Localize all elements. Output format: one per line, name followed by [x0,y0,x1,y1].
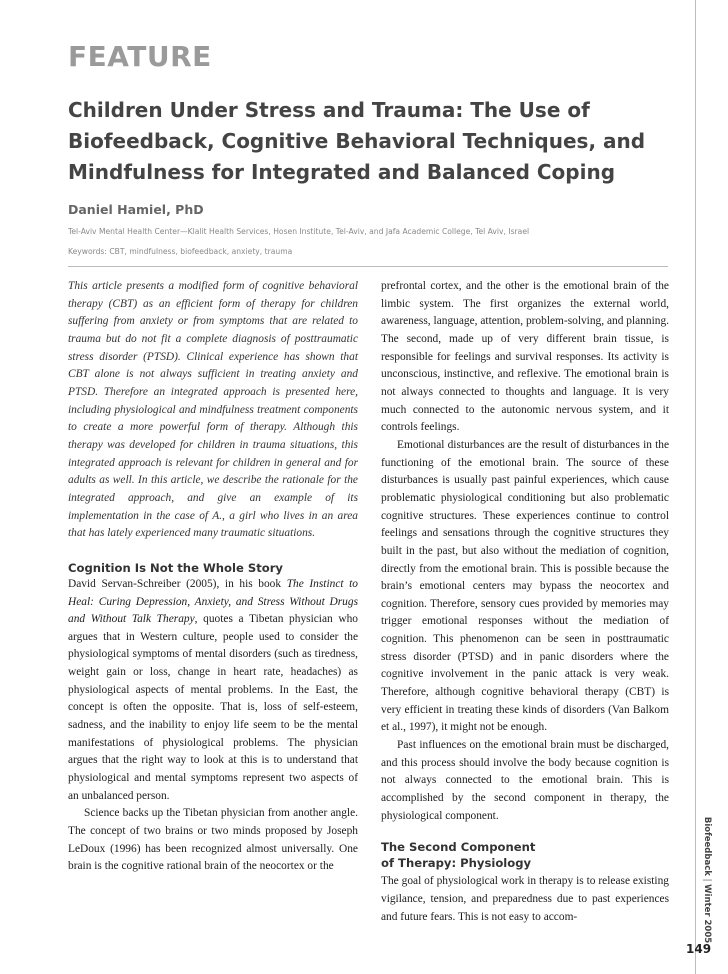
article-title [68,95,708,188]
right-column [381,278,669,926]
heading-line: The Second Component [381,840,536,855]
header-divider [68,266,668,267]
title-line: Children Under Stress and Trauma: The Use of [68,98,590,122]
body-paragraph: Past influences on the emotional brain must be discharged, and this process should involve the body because cognition is not always connected to the emotional brain. This is accomplished by the second component in therapy, the physiological component. [381,739,669,822]
title-line: Biofeedback, Cognitive Behavioral Techniques, and [68,129,646,153]
text-run: , quotes a Tibetan physician who argues that in Western culture, people used to consider the physiological symptoms of mental disorders (such as tiredness, weight gain or loss, change in heart rate, headaches) as physiological aspects of mental problems. In the East, the concept is often the opposite. That is, loss of self-esteem, sadness, and the inability to enjoy life seem to be the mental manifestations of physiological problems. The physician argues that the right way to look at this is to understand that physiological and mental symptoms represent two aspects of an unbalanced person. [68,613,358,802]
body-paragraph: Science backs up the Tibetan physician from another angle. The concept of two brains or two minds proposed by Joseph LeDoux (1996) has been recognized almost universally. One brain is the cognitive rational brain of the neocortex or the [68,807,358,873]
journal-name: Biofeedback [702,816,712,876]
body-paragraph [68,576,358,806]
left-column [68,278,358,876]
author-affiliation: Tel-Aviv Mental Health Center—Klalit Health Services, Hosen Institute, Tel-Aviv, and Jafa Academic College, Tel Aviv, Israel [68,227,530,236]
footer-separator: | [702,878,712,882]
body-paragraph-continued: prefrontal cortex, and the other is the emotional brain of the limbic system. The first organizes the external world, awareness, language, attention, problem-solving, and planning. The second, made up of very different brain tissue, is responsible for feelings and survival responses. Its activity is unconscious, instinctive, and reflexive. The emotional brain is not always connected to thoughts and language. It is very much connected to the autonomic nervous system, and it controls feelings. [381,280,669,434]
body-paragraph: Emotional disturbances are the result of disturbances in the functioning of the emotional brain. The source of these disturbances is usually past painful experiences, which cause problematic physiological conditioning but also problematic cognitive structures. These experiences continue to control feelings and sensations through the cognitive structures they built in the past, but also without the mediation of cognition, directly from the emotional brain. This is possible because the brain’s emotional centers may bypass the neocortex and cognition. Therefore, sensory cues provided by memories may trigger emotional responses without the mediation of cognition. This phenomenon can be seen in posttraumatic stress disorder (PTSD) and in panic disorders where the cognitive involvement in the panic attack is very weak. Therefore, although cognitive behavioral therapy (CBT) is very efficient in treating these kinds of disorders (Van Balkom et al., 1997), it might not be enough. [381,438,669,734]
author-name: Daniel Hamiel, PhD [68,202,204,217]
body-paragraph: The goal of physiological work in therapy is to release existing vigilance, tension, and preparedness due to past experiences and future fears. This is not easy to accom- [381,875,669,923]
section-heading-cognition: Cognition Is Not the Whole Story [68,560,283,575]
running-footer-text [702,817,712,943]
running-footer [700,816,714,944]
text-run: David Servan-Schreiber (2005), in his book [68,577,287,590]
page-number: 149 [686,942,712,956]
book-title: The Instinct to Heal: Curing Depression, Anxiety, and Stress Without Drugs and Without Talk Therapy [68,577,359,626]
sidebar-rule [695,0,696,974]
title-line: Mindfulness for Integrated and Balanced Coping [68,160,616,184]
section-heading-physiology [381,839,669,871]
abstract: This article presents a modified form of cognitive behavioral therapy (CBT) as an efficient form of therapy for children suffering from anxiety or from symptoms that are related to trauma but do not fit a complete diagnosis of posttraumatic stress disorder (PTSD). Clinical experience has shown that CBT alone is not always sufficient in treating anxiety and PTSD. Therefore an integrated approach is presented here, including physiological and mindfulness treatment components to create a more powerful form of therapy. Although this therapy was developed for children in trauma situations, this integrated approach is relevant for children in general and for adults as well. In this article, we describe the rationale for the integrated approach, and give an example of its implementation in the case of A., a girl who lives in an area that has lately experienced many traumatic situations. [68,280,358,540]
section-label: FEATURE [68,40,212,73]
heading-line: of Therapy: Physiology [381,856,532,871]
keywords: Keywords: CBT, mindfulness, biofeedback, anxiety, trauma [68,247,293,256]
issue-label: Winter 2005 [702,884,712,944]
